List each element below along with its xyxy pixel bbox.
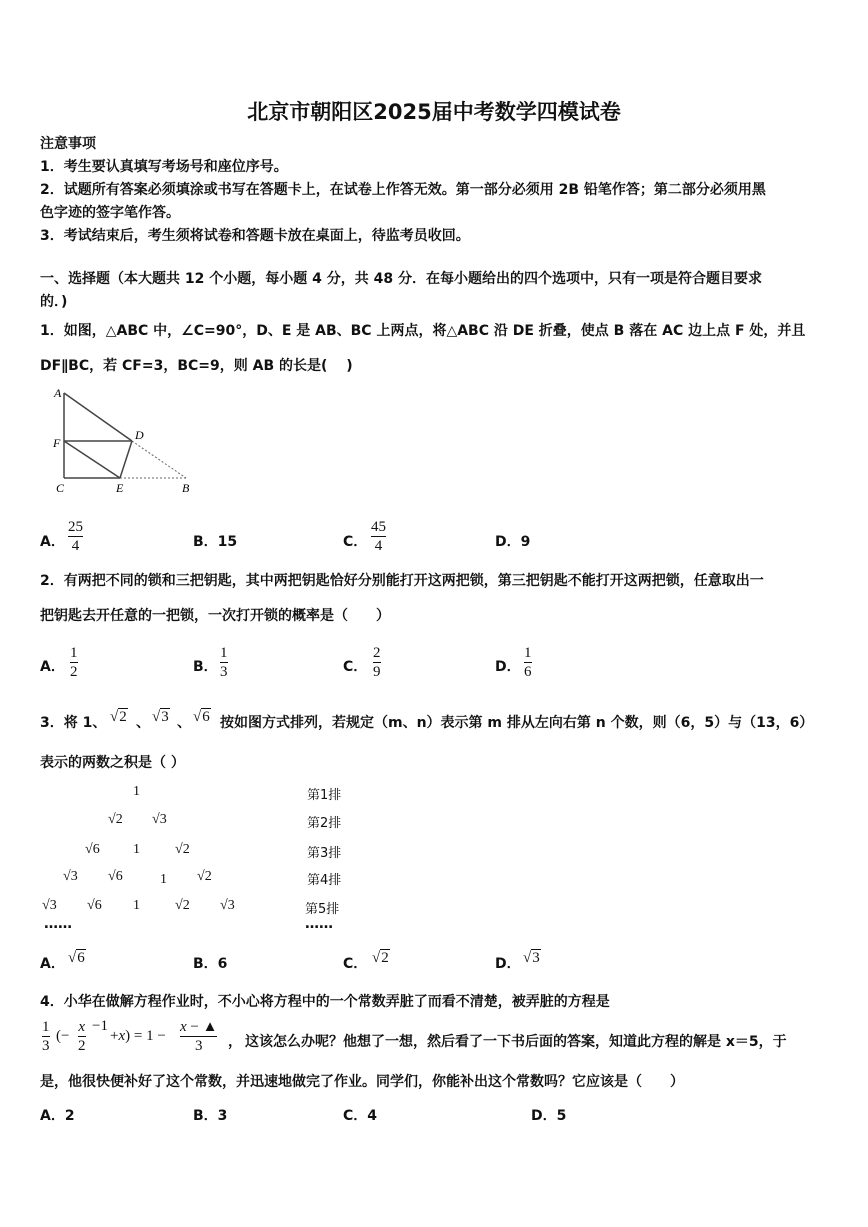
eq-part: +x) = 1 − (110, 1028, 166, 1044)
radicand: 2 (381, 950, 389, 966)
q2-option-c-fraction (373, 644, 381, 681)
q1-option-b: B．15 (193, 534, 238, 550)
page-title: 北京市朝阳区2025届中考数学四模试卷 (247, 100, 621, 124)
numerator: 2 (373, 645, 381, 661)
tri-r4-4: √2 (197, 869, 212, 884)
label-b: B (182, 481, 190, 495)
denominator: 6 (524, 664, 532, 680)
question-1-text-cont: DF∥BC，若 CF=3，BC=9，则 AB 的长是( ) (40, 358, 353, 374)
question-2-text: 2．有两把不同的锁和三把钥匙，其中两把钥匙恰好分别能打开这两把锁，第三把钥匙不能打开这两把锁，任意取出一 (40, 573, 764, 589)
row-label-1: 第1排 (307, 788, 342, 803)
q2-option-a-label: A． (40, 659, 65, 675)
tri-r4-3: 1 (160, 872, 167, 887)
row-label-2: 第2排 (307, 816, 342, 831)
q3-option-a-sqrt: √6 (68, 950, 85, 966)
tri-r1-1: 1 (133, 784, 140, 799)
q2-option-b-label: B． (193, 659, 218, 675)
q4-option-a: A．2 (40, 1108, 75, 1124)
q3-option-c-sqrt: √2 (372, 950, 389, 966)
label-f: F (53, 436, 61, 450)
question-4-text-cont2: 是，他很快便补好了这个常数，并迅速地做完了作业。同学们，你能补出这个常数吗？它应该是（ ） (40, 1074, 684, 1090)
tri-r2-1: √2 (108, 812, 123, 827)
q1-option-a-label: A． (40, 534, 65, 550)
tri-r5-3: 1 (133, 898, 140, 913)
separator: 、 (177, 715, 191, 731)
tri-r2-2: √3 (152, 812, 167, 827)
numerator: 1 (70, 645, 78, 661)
radicand: 6 (202, 709, 210, 725)
numerator: 25 (68, 519, 83, 535)
numerator: 45 (371, 519, 386, 535)
triangle-figure (50, 385, 200, 500)
notice-item-1: 1．考生要认真填写考场号和座位序号。 (40, 159, 288, 175)
label-e: E (116, 481, 124, 495)
q4-option-b: B．3 (193, 1108, 228, 1124)
question-1-text: 1．如图，△ABC 中，∠C=90°，D、E 是 AB、BC 上两点，将△ABC 沿 DE 折叠，使点 B 落在 AC 边上点 F 处，并且 (40, 323, 806, 339)
row-label-4: 第4排 (307, 873, 342, 888)
separator: 、 (136, 715, 150, 731)
sqrt-3: √3 (152, 709, 169, 725)
radicand: 2 (119, 709, 127, 725)
eq-frac-x-1-2: x 2 (78, 1019, 86, 1054)
equation-comma: ， (228, 1034, 242, 1050)
denominator: 4 (71, 538, 80, 554)
radicand: 3 (161, 709, 169, 725)
section-heading-cont: 的．) (40, 294, 68, 310)
sqrt-6: √6 (193, 709, 210, 725)
label-c: C (56, 481, 65, 495)
notice-item-2: 2．试题所有答案必须填涂或书写在答题卡上，在试卷上作答无效。第一部分必须用 2B 铅笔作答；第二部分必须用黑 (40, 182, 766, 198)
denominator: 4 (374, 538, 383, 554)
question-2-text-cont: 把钥匙去开任意的一把锁，一次打开锁的概率是（ ） (40, 608, 390, 624)
q3-option-d-sqrt: √3 (523, 950, 540, 966)
notice-item-3: 3．考试结束后，考生须将试卷和答题卡放在桌面上，待监考员收回。 (40, 228, 470, 244)
q3-option-d-label: D． (495, 956, 521, 972)
q3-option-c-label: C． (343, 956, 368, 972)
q1-option-c-fraction (371, 518, 386, 555)
question-3-text-start: 3．将 1、 (40, 715, 107, 731)
numerator: 1 (524, 645, 532, 661)
q1-option-c-label: C． (343, 534, 368, 550)
tri-r5-4: √2 (175, 898, 190, 913)
tri-r5-5: √3 (220, 898, 235, 913)
sqrt-2: √2 (110, 709, 127, 725)
tri-r4-1: √3 (63, 869, 78, 884)
section-heading: 一、选择题（本大题共 12 个小题，每小题 4 分，共 48 分．在每小题给出的四个选项中，只有一项是符合题目要求 (40, 271, 762, 287)
q1-option-a-fraction (68, 518, 83, 555)
q4-option-d: D．5 (531, 1108, 567, 1124)
radicand: 6 (77, 950, 85, 966)
notice-item-2-cont: 色字迹的签字笔作答。 (40, 205, 180, 221)
q3-option-b: B．6 (193, 956, 228, 972)
q2-option-b-fraction (220, 644, 228, 681)
tri-r5-2: √6 (87, 898, 102, 913)
denominator: 9 (373, 664, 381, 680)
question-4-text-cont: 这该怎么办呢？他想了一想，然后看了一下书后面的答案，知道此方程的解是 x＝5，于 (245, 1034, 787, 1050)
denominator: 2 (70, 664, 78, 680)
q2-option-d-fraction (524, 644, 532, 681)
tri-r3-2: 1 (133, 842, 140, 857)
q2-option-c-label: C． (343, 659, 368, 675)
tri-r5-1: √3 (42, 898, 57, 913)
label-a: A (54, 386, 62, 400)
question-3-text: 按如图方式排列，若规定（m、n）表示第 m 排从左向右第 n 个数，则（6，5）与（13，6） (220, 715, 814, 731)
eq-frac-1-3: 1 3 (42, 1019, 50, 1054)
numerator: 1 (220, 645, 228, 661)
question-4-text: 4．小华在做解方程作业时，不小心将方程中的一个常数弄脏了而看不清楚，被弄脏的方程是 (40, 994, 610, 1010)
notice-heading: 注意事项 (40, 136, 96, 152)
question-3-text-cont: 表示的两数之积是（ ） (40, 755, 185, 771)
eq-part: (− (56, 1028, 70, 1044)
label-d: D (135, 428, 144, 442)
row-label-5: 第5排 (305, 902, 340, 917)
tri-r3-3: √2 (175, 842, 190, 857)
radicand: 3 (532, 950, 540, 966)
eq-part: −1 (92, 1018, 108, 1034)
ellipsis-left: …… (44, 916, 72, 932)
tri-r3-1: √6 (85, 842, 100, 857)
row-label-3: 第3排 (307, 846, 342, 861)
q1-option-d: D．9 (495, 534, 531, 550)
tri-r4-2: √6 (108, 869, 123, 884)
q2-option-a-fraction (70, 644, 78, 681)
denominator: 3 (220, 664, 228, 680)
ellipsis-right: …… (305, 916, 333, 932)
q2-option-d-label: D． (495, 659, 521, 675)
eq-frac-blot: x − ▲ 3 (180, 1019, 218, 1054)
q3-option-a-label: A． (40, 956, 65, 972)
q4-option-c: C．4 (343, 1108, 378, 1124)
